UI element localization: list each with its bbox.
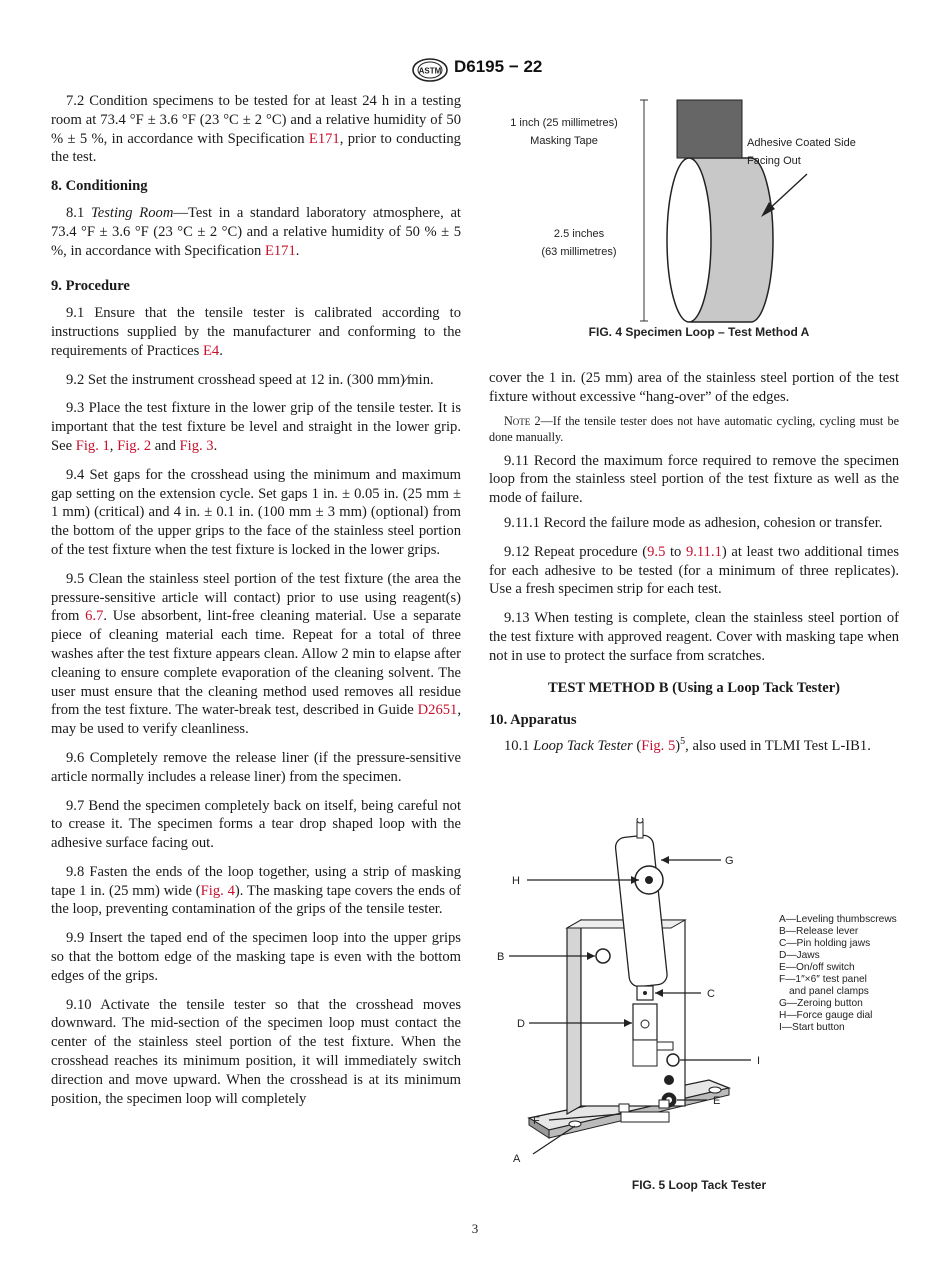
link-6-7[interactable]: 6.7: [85, 608, 104, 625]
para-number: 9.9: [66, 930, 85, 947]
note-label: Note: [504, 413, 531, 428]
loop-edge-ellipse: [667, 158, 711, 322]
legend-item: I—Start button: [779, 1022, 845, 1033]
para-text: Bend the specimen completely back on itself, being careful not to crease it. The specimen forms a tear drop shaped loop with the adhesive surface facing out.: [51, 797, 461, 852]
paragraph-9-4: [51, 466, 461, 560]
legend-item: C—Pin holding jaws: [779, 938, 871, 949]
link-fig-3[interactable]: Fig. 3: [179, 437, 214, 454]
para-text: .: [219, 342, 223, 359]
callout-letter-h: H: [512, 875, 520, 887]
legend-item: G—Zeroing button: [779, 998, 863, 1009]
paragraph-10-1: [489, 737, 899, 756]
para-text: .: [295, 242, 300, 259]
para-number: 9.8: [66, 863, 85, 880]
para-number: 9.10: [66, 996, 92, 1013]
pin-icon: [643, 991, 647, 995]
link-e171[interactable]: E171: [308, 130, 340, 147]
para-number: 9.3: [66, 400, 85, 417]
para-text: (: [632, 738, 642, 755]
right-column: [489, 369, 899, 766]
para-number: 9.4: [66, 466, 85, 483]
paragraph-9-7: [51, 797, 461, 853]
legend-item: and panel clamps: [789, 986, 869, 997]
para-text: ). The masking tape covers the ends of the loop, preventing contamination of the grips of the tensile tester.: [51, 882, 461, 918]
para-text: Activate the tensile tester so that the crosshead moves downward. The mid-section of the specimen loop must contact the center of the stainless steel portion of the test fixture. When the crosshead reaches its minimum position, it will immediately switch direction and move upward. When the crosshead is at its minimum position, the specimen loop will completely: [51, 996, 461, 1107]
para-title: Testing Room: [90, 204, 174, 221]
link-fig-2[interactable]: Fig. 2: [117, 437, 152, 454]
panel-clamp-shape: [659, 1100, 669, 1108]
note-text: 2—If the tensile tester does not have automatic cycling, cycling must be done manually.: [489, 413, 899, 444]
note-2: [489, 413, 899, 445]
footnote-marker[interactable]: 5: [680, 736, 686, 748]
para-text: Place the test fixture in the lower grip of the tensile tester. It is important that the test fixture be level and straight in the lower grip. See: [51, 400, 462, 454]
para-text: Completely remove the release liner (if the pressure-sensitive article normally includes a release liner) from the specimen.: [51, 749, 461, 785]
para-number: 9.2: [66, 371, 85, 388]
section-heading-9: 9. Procedure: [51, 278, 130, 295]
callout-letter-b: B: [497, 951, 505, 963]
para-text: , also used in TLMI Test L-IB1.: [685, 738, 871, 755]
para-text: Set gaps for the crosshead using the minimum and maximum gap setting on the extension cycle. Set gaps 1 in. ± 0.05 in. (25 mm ± 1 mm) (critical) and 4 in. ± 0.1 in. (100 mm ± 3 mm) (optional) from the bottom of the upper grips to the face of the stainless steel portion of the test fixture when the test fixture is locked in the lower grips.: [51, 466, 461, 558]
page-number: 3: [471, 1221, 479, 1236]
para-text: Clean the stainless steel portion of the test fixture (the area the pressure-sensitive article will contact) prior to use using reagent(s) from: [51, 570, 461, 625]
paragraph-9-6: [51, 749, 461, 787]
paragraph-9-5: [51, 570, 461, 739]
left-column: [51, 92, 461, 1118]
specimen-loop-diagram: [489, 96, 909, 346]
paragraph-9-11-1: [489, 514, 899, 533]
figure-4: [489, 96, 909, 346]
label-height-in: 2.5 inches: [553, 228, 605, 240]
para-number: 8.1: [66, 204, 85, 221]
legend-item: A—Leveling thumbscrews: [779, 914, 897, 925]
para-number: 9.11: [504, 452, 529, 469]
test-panel-shape: [621, 1112, 669, 1122]
link-e171[interactable]: E171: [264, 242, 296, 259]
para-number: 9.12: [504, 543, 530, 560]
jaws-clamp-shape: [657, 1042, 673, 1050]
callout-letter-i: I: [757, 1055, 761, 1067]
para-text: Insert the taped end of the specimen loop into the upper grips so that the bottom edge of the masking tape is even with the bottom edges of the grips.: [51, 930, 461, 984]
callout-arrow-icon: [661, 856, 669, 864]
dial-center-icon: [645, 876, 653, 884]
paragraph-9-10: [51, 996, 461, 1109]
callout-letter-g: G: [725, 855, 734, 867]
callout-letter-a: A: [513, 1153, 521, 1165]
callout-letter-c: C: [707, 988, 715, 1000]
paragraph-9-12: [489, 543, 899, 599]
label-facing-out: Facing Out: [747, 155, 801, 167]
label-tape-size: 1 inch (25 millimetres): [510, 117, 618, 129]
para-number: 7.2: [66, 93, 85, 109]
link-e4[interactable]: E4: [202, 342, 220, 359]
para-text: ,: [109, 437, 118, 454]
para-number: 9.11.1: [504, 514, 540, 531]
para-text: , may be used to verify cleanliness.: [51, 702, 461, 738]
callout-letter-d: D: [517, 1018, 525, 1030]
para-text: Record the maximum force required to remove the specimen loop from the stainless steel portion of the test fixture as well as the mode of failure.: [489, 452, 900, 507]
figure-5-legend: [779, 914, 897, 1034]
section-heading-8: 8. Conditioning: [51, 178, 148, 195]
legend-item: E—On/off switch: [779, 962, 855, 973]
label-height-mm: (63 millimetres): [541, 246, 617, 258]
paragraph-8-1: [51, 204, 461, 260]
para-text: Repeat procedure (: [534, 543, 648, 560]
legend-item: F—1″×6″ test panel: [779, 974, 867, 985]
legend-item: D—Jaws: [779, 950, 820, 961]
para-text: ) at least two additional times for each adhesive to be tested (for a minimum of three replicates). Use a fresh specimen strip for each test.: [489, 543, 900, 598]
start-button-icon: [667, 1054, 679, 1066]
figure-4-caption: FIG. 4 Specimen Loop – Test Method A: [588, 325, 810, 339]
para-text: Set the instrument crosshead speed at 12 in. (300 mm)⁄min.: [87, 371, 434, 388]
paragraph-9-10-continued: cover the 1 in. (25 mm) area of the stainless steel portion of the test fixture without excessive “hang-over” of the edges.: [489, 370, 899, 405]
method-b-heading: TEST METHOD B (Using a Loop Tack Tester): [547, 679, 841, 696]
paragraph-9-8: [51, 863, 461, 919]
paragraph-9-2: [51, 371, 461, 390]
para-text: Condition specimens to be tested for at least 24 h in a testing room at 73.4 °F ± 3.6 °F (23 °C ± 2 °C) and a relative humidity of 50 % ± 5 %, in accordance with Specification: [51, 93, 462, 147]
release-lever-icon: [596, 949, 610, 963]
figure-5: [489, 818, 909, 1198]
paragraph-9-13: [489, 609, 899, 665]
page-header: [0, 56, 950, 86]
paragraph-9-1: [51, 304, 461, 360]
callout-letter-f: F: [533, 1115, 540, 1127]
para-text: Record the failure mode as adhesion, cohesion or transfer.: [543, 514, 883, 531]
link-d2651[interactable]: D2651: [417, 702, 458, 719]
figure-5-caption: FIG. 5 Loop Tack Tester: [631, 1178, 767, 1192]
para-number: 9.1: [66, 305, 85, 322]
adhesive-side-arrow: [767, 174, 807, 211]
panel-clamp-shape: [619, 1104, 629, 1112]
link-9-5[interactable]: 9.5: [647, 543, 666, 560]
paragraph-9-11: [489, 452, 899, 508]
paragraph-9-3: [51, 399, 461, 455]
link-fig-5[interactable]: Fig. 5: [641, 738, 676, 755]
para-text: . Use absorbent, lint-free cleaning material. Use a separate piece of cleaning material each time. Repeat for a total of three washes after the test fixture appears clean. Allow 2 min to elapse after cleaning to ensure complete evaporation of the cleaning solvent. The user must ensure that the cleaning method used removes all residue from the test fixture. The water-break test, described in Guide: [51, 608, 461, 719]
para-text: to: [665, 543, 686, 560]
para-text: ): [675, 738, 681, 755]
paragraph-7-2: [51, 92, 461, 167]
document-designation: D6195 − 22: [454, 57, 543, 76]
callout-letter-e: E: [713, 1095, 721, 1107]
legend-item: H—Force gauge dial: [779, 1010, 873, 1021]
para-text: , prior to conducting the test.: [51, 130, 461, 166]
jaws-knob-icon: [641, 1020, 649, 1028]
para-text: When testing is complete, clean the stainless steel portion of the test fixture with approved reagent. Cover with masking tape when not in use to protect the surface from scratches.: [489, 610, 899, 664]
knob-icon: [664, 1075, 674, 1085]
para-text: —Test in a standard laboratory atmosphere, at 73.4 °F ± 3.6 °F (23 °C ± 2 °C) and a relative humidity of 50 % ± 5 %, in accordance with Specification: [51, 204, 461, 259]
para-text: Fasten the ends of the loop together, using a strip of masking tape 1 in. (25 mm) wide (: [51, 863, 461, 899]
legend-item: B—Release lever: [779, 926, 859, 937]
zeroing-knob-icon: [637, 818, 643, 823]
para-number: 9.6: [66, 749, 85, 766]
section-heading-10: 10. Apparatus: [489, 711, 577, 728]
para-title: Loop Tack Tester: [533, 738, 633, 755]
label-adhesive-side: Adhesive Coated Side: [747, 137, 856, 149]
para-text: Ensure that the tensile tester is calibrated according to instructions supplied by the manufacturer and conforming to the requirements of Practices: [51, 305, 461, 359]
zeroing-button-icon: [637, 822, 643, 838]
link-fig-4[interactable]: Fig. 4: [200, 882, 235, 899]
para-number: 9.13: [504, 610, 530, 627]
para-number: 9.5: [66, 570, 85, 587]
tower-side: [567, 920, 581, 1114]
masking-tape-shape: [677, 100, 742, 158]
para-number: 9.7: [66, 797, 85, 814]
jaws-lower-shape: [633, 1040, 657, 1066]
link-fig-1[interactable]: Fig. 1: [75, 437, 110, 454]
label-tape-name: Masking Tape: [530, 135, 598, 147]
logo-text: ASTM: [418, 66, 442, 76]
thumbscrew-icon: [709, 1087, 721, 1093]
para-text: and: [151, 437, 180, 454]
link-9-11-1[interactable]: 9.11.1: [685, 543, 722, 560]
para-text: .: [213, 437, 218, 454]
astm-logo-icon: [410, 58, 450, 82]
paragraph-9-9: [51, 929, 461, 985]
para-number: 10.1: [504, 738, 530, 755]
